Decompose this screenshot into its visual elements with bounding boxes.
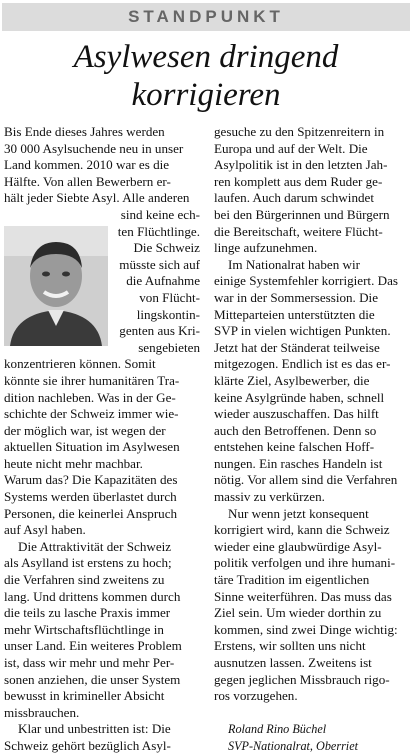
text-line: gesuche zu den Spitzenreitern in xyxy=(214,124,385,139)
spacer xyxy=(214,705,410,722)
text-line: Mitteparteien unterstützten die xyxy=(214,306,375,322)
text-line: laufen. Auch darum schwindet xyxy=(214,190,374,206)
text-line: Ziel sein. Um wieder dorthin zu xyxy=(214,605,382,621)
rubric-label: STANDPUNKT xyxy=(2,3,410,31)
text-line: Europa und auf der Welt. Die xyxy=(214,140,368,156)
text-line: ros vorzugehen. xyxy=(214,688,298,704)
headline-line-2: korrigieren xyxy=(131,77,281,113)
text-line: korrigiert wird, kann die Schweiz xyxy=(214,522,390,538)
text-line: genten aus Kri- xyxy=(119,323,200,339)
text-line: sengebieten xyxy=(138,339,200,355)
text-line: Erstens, wir sollten uns nicht xyxy=(214,638,366,654)
text-line: ten Flüchtlinge. xyxy=(117,223,200,239)
text-line: einige Systemfehler korrigiert. Das xyxy=(214,273,398,289)
text-line: Warum das? Die Kapazitäten des xyxy=(4,472,178,488)
text-line: hält jeder Siebte Asyl. Alle anderen xyxy=(4,190,190,206)
text-line: konzentrieren können. Somit xyxy=(4,356,156,372)
text-line: Asylpolitik ist in den letzten Jah- xyxy=(214,157,388,173)
text-line: Sinne weiterführen. Das muss das xyxy=(214,588,392,604)
text-line: SVP in vielen wichtigen Punkten. xyxy=(214,323,391,339)
text-line: Personen, die keinerlei Anspruch xyxy=(4,505,178,521)
text-line: sonen anziehen, die unser System xyxy=(4,671,181,687)
text-line: der möglich war, ist wegen der xyxy=(4,422,166,438)
text-line: missbrauchen. xyxy=(4,704,80,720)
text-line: bewusst in krimineller Absicht xyxy=(4,688,165,704)
text-line: müsste sich auf xyxy=(119,256,200,272)
text-line: von Flücht- xyxy=(139,289,200,305)
text-line: 30 000 Asylsuchende neu in unser xyxy=(4,140,184,156)
text-line: heute nicht mehr machbar. xyxy=(4,455,143,471)
text-line: Nur wenn jetzt konsequent xyxy=(228,505,369,521)
text-line: ist, dass wir mehr und mehr Per- xyxy=(4,655,175,670)
text-line: Hälfte. Von allen Bewerbern er- xyxy=(4,173,171,189)
text-line: gegen jeglichen Missbrauch rigo- xyxy=(214,671,390,687)
text-line: kommen, sind zwei Dinge wichtig: xyxy=(214,621,398,637)
text-line: nötig. Vor allem sind die Verfahren xyxy=(214,472,398,488)
text-line: auch den Betroffenen. Denn so xyxy=(214,422,377,438)
text-line: Im Nationalrat haben wir xyxy=(228,256,360,272)
text-line: dition nachleben. Was in der Ge- xyxy=(4,389,176,405)
text-line: ausnutzen lassen. Zweitens ist xyxy=(214,655,372,670)
text-line: politik verfolgen und ihre humani- xyxy=(214,555,396,571)
text-line: lingskontin- xyxy=(136,306,200,322)
text-line: Klar und unbestritten ist: Die xyxy=(18,721,171,737)
text-line: Jetzt hat der Ständerat teilweise xyxy=(214,339,380,355)
text-line: könnte sie ihrer humanitären Tra- xyxy=(4,372,180,388)
text-line: unser Land. Ein weiteres Problem xyxy=(4,638,182,654)
headline-line-1: Asylwesen dringend xyxy=(73,39,339,75)
text-line: massiv zu verkürzen. xyxy=(214,489,325,505)
author-name: Roland Rino Büchel xyxy=(228,722,327,737)
text-line: war in der Sommersession. Die xyxy=(214,289,379,305)
text-line: täre Tradition im eigentlichen xyxy=(214,572,370,588)
text-line: mitgezogen. Endlich ist es das er- xyxy=(214,356,391,372)
text-line: als Asylland ist erstens zu hoch; xyxy=(4,555,172,571)
text-line: ren komplett aus dem Ruder ge- xyxy=(214,173,383,189)
article-column-2 xyxy=(214,124,410,755)
text-line: Land kommen. 2010 war es die xyxy=(4,157,170,173)
text-line: schichte der Schweiz immer wie- xyxy=(4,406,179,422)
author-role: SVP-Nationalrat, Oberriet xyxy=(228,738,358,753)
text-line: auf Asyl haben. xyxy=(4,522,86,538)
text-line: die teils zu lasche Praxis immer xyxy=(4,605,171,621)
text-line: die Aufnahme xyxy=(126,273,200,289)
text-line: die Bereitschaft, weitere Flücht- xyxy=(214,223,383,239)
text-line: linge aufzunehmen. xyxy=(214,240,318,256)
text-line: sind keine ech- xyxy=(120,206,200,222)
text-line: lang. Und drittens kommen durch xyxy=(4,588,181,604)
article-column-1 xyxy=(4,124,200,755)
text-line: Schweiz gehört bezüglich Asyl- xyxy=(4,737,171,753)
headline xyxy=(0,38,412,114)
text-line: wieder eine glaubwürdige Asyl- xyxy=(214,538,382,554)
text-line: nungen. Ein rasches Handeln ist xyxy=(214,455,383,471)
text-line: Systems werden überlastet durch xyxy=(4,489,177,505)
text-line: Die Attraktivität der Schweiz xyxy=(18,538,172,554)
text-line: wieder auszuschaffen. Das hilft xyxy=(214,406,379,422)
text-line: klärte Ziel, Asylbewerber, die xyxy=(214,372,370,388)
text-line: Bis Ende dieses Jahres werden xyxy=(4,124,165,139)
text-line: aktuellen Situation im Asylwesen xyxy=(4,439,180,455)
text-line: bei den Bürgerinnen und Bürgern xyxy=(214,206,390,222)
text-line: keine Asylgründe haben, schnell xyxy=(214,389,385,405)
text-line: mehr Wirtschaftsflüchtlinge in xyxy=(4,621,164,637)
text-line: entstehen keine falschen Hoff- xyxy=(214,439,375,455)
text-line: Die Schweiz xyxy=(133,240,200,256)
text-line: die Verfahren sind zweitens zu xyxy=(4,572,165,588)
